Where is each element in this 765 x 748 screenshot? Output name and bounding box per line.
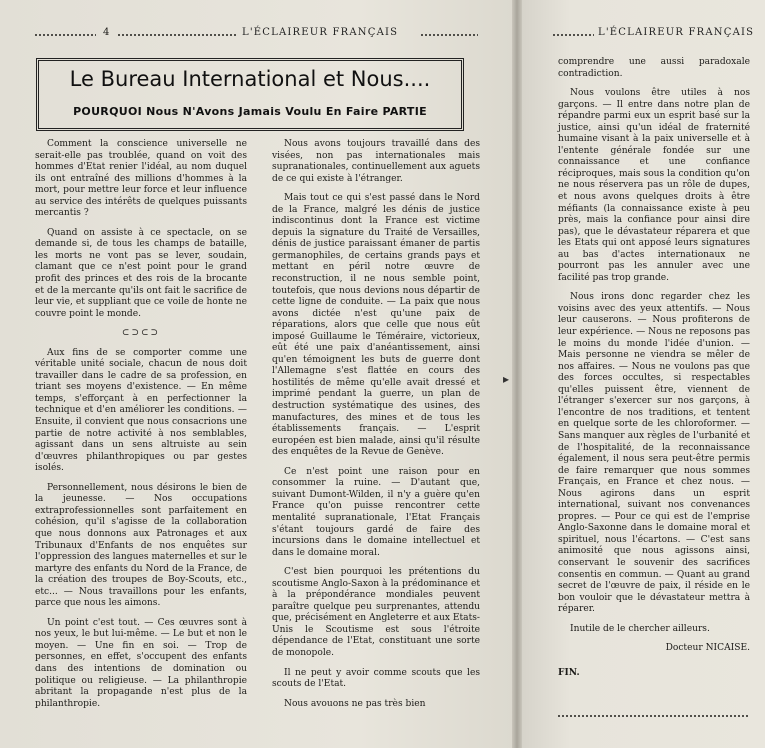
article-subtitle: POURQUOI Nous N'Avons Jamais Voulu En Faire PARTIE xyxy=(73,105,427,118)
paragraph: Aux fins de se comporter comme une véritable unité sociale, chacun de nous doit travailler dans le cadre de sa profession, en triant ses moyens d'existence. — En même temps, s'efforçant à en perfectionner la technique et d'en améliorer les conditions. — Ensuite, il convient que nous consacrions une partie de notre activité à nos semblables, agissant dans un sens altruiste au sein d'œuvres philanthropiques ou par gestes isolés. xyxy=(35,347,247,474)
paragraph: Nous irons donc regarder chez les voisins avec des yeux attentifs. — Nous leur causerons. — Nous profiterons de leur expérience. — Nous ne reposons pas le moins du monde l'idée d'union. — Mais personne ne viendra se mêler de nos affaires. — Nous ne voulons pas que des forces occultes, si respectables qu'elles puissent être, viennent de l'étranger s'exercer sur nos garçons, à l'encontre de nos traditions, et tentent en quelque sorte de les chloroformer. — Sans manquer aux règles de l'urbanité et de l'hospitalité, de la reconnaissance également, il nous sera peut-être permis de faire remarquer que nous sommes Français, en France et chez nous. — Nous agirons dans un esprit international, suivant nos convenances propres. — Pour ce qui est de l'emprise Anglo-Saxonne dans le domaine moral et spirituel, nous l'écartons. — C'est sans animosité que nous agissons ainsi, conservant le souvenir des sacrifices consentis en commun. — Quant au grand secret de l'œuvre de paix, il réside en le bon vouloir que le dévastateur mettra à réparer. xyxy=(558,292,750,615)
paragraph: Quand on assiste à ce spectacle, on se demande si, de tous les champs de bataille, les morts ne vont pas se lever, soudain, clamant que ce n'est point pour le grand profit des princes et des rois de la brocante et de la mercante qu'ils ont fait le sacrifice de leur vie, et suppliant que ce voile de honte ne couvre point le monde. xyxy=(35,227,247,319)
paragraph: Mais tout ce qui s'est passé dans le Nord de la France, malgré les dénis de justice indiscontinus dont la France est victime depuis la signature du Traité de Versailles, dénis de justice paraissant émaner de partis germanophiles, de certains grands pays et mettant en péril notre œuvre de reconstruction, il ne nous semble point, toutefois, que nous devions nous départir de cette ligne de conduite. — La paix que nous avons dictée n'est qu'une paix de réparations, alors que celle que nous eût imposé Guillaume le Téméraire, victorieux, eût été une paix d'anéantissement, ainsi qu'en témoignent les buts de guerre dont l'Allemagne s'est flattée en cours des hostilités de même qu'elle avait dressé et imprimé pendant la guerre, un plan de destruction systématique des usines, des manufactures, des mines et de tous les établissements français. — L'esprit européen est bien malade, ainsi qu'il résulte des enquêtes de la Revue de Genève. xyxy=(272,193,480,458)
paragraph: C'est bien pourquoi les prétentions du scoutisme Anglo-Saxon à la prédominance et à la prépondérance mondiales peuvent paraître quelque peu surprenantes, attendu que, précisément en Angleterre et aux Etats-Unis le Scoutisme est sous l'étroite dépendance de l'Etat, constituant une sorte de monopole. xyxy=(272,567,480,658)
header-rule-left-b xyxy=(117,33,237,38)
page-number: 4 xyxy=(103,27,110,38)
paragraph: Inutile de le chercher ailleurs. xyxy=(570,623,710,634)
running-title-right: L'ÉCLAIREUR FRANÇAIS xyxy=(598,27,755,38)
paragraph: Un point c'est tout. — Ces œuvres sont à nos yeux, le but lui-même. — Le but et non le moyen. — Une fin en soi. — Trop de personnes, en effet, s'occupent des enfants dans des intentions de domination ou politique ou religieuse. — La philanthropie abritant la propagande n'est plus de la philanthropie. xyxy=(35,617,247,709)
paragraph: Nous avons toujours travaillé dans des visées, non pas internationales mais supranationales, continuellement aux aguets de ce qui existe à l'étranger. xyxy=(272,139,480,184)
author-signature: Docteur NICAISE. xyxy=(665,643,750,654)
header-rule-left-c xyxy=(420,33,478,38)
article-title-box xyxy=(36,58,464,131)
end-marker: FIN. xyxy=(558,666,580,678)
ornament-divider: ⊂⊃⊂⊃ xyxy=(121,328,161,339)
gutter-arrow-icon: ▸ xyxy=(503,372,510,386)
paragraph: Nous voulons être utiles à nos garçons. — Il entre dans notre plan de répandre parmi eux un esprit basé sur la justice, ainsi qu'un idéal de fraternité humaine visant à la paix universelle et à l'entente générale fondée sur une connaissance et une confiance réciproques, mais sous la condition qu'on ne nous réservera pas un rôle de dupes, et nous avons quelques droits à être méfiants (la connaissance existe à peu près, mais la confiance pour ainsi dire pas), que le dévastateur réparera et que les Etats qui ont apposé leurs signatures au bas d'actes internationaux ne pourront pas les annuler avec une facilité pas trop grande. xyxy=(558,88,750,283)
paragraph: Ce n'est point une raison pour en consommer la ruine. — D'autant que, suivant Dumont-Wilden, il n'y a guère qu'en France qu'on puisse rencontrer cette mentalité supranationale, l'Etat Français s'étant toujours gardé de faire des incursions dans le domaine intellectuel et dans le domaine moral. xyxy=(272,466,480,558)
header-rule-right-a xyxy=(552,33,594,38)
column-2 xyxy=(272,139,480,718)
paragraph: Il ne peut y avoir comme scouts que les scouts de l'Etat. xyxy=(272,667,480,690)
paragraph: comprendre une aussi paradoxale contradiction. xyxy=(558,57,750,79)
column-3 xyxy=(558,57,750,686)
page-gutter xyxy=(512,0,522,748)
footer-rule-right xyxy=(557,714,749,719)
column-1 xyxy=(35,139,247,718)
header-rule-left-a xyxy=(34,33,96,38)
paragraph: Comment la conscience universelle ne serait-elle pas troublée, quand on voit des hommes d'Etat renier l'idéal, au nom duquel ils ont entraîné des millions d'hommes à la mort, pour mettre leur force et leur influence au service des intérêts de quelques puissants mercantis ? xyxy=(35,139,247,219)
paragraph: Personnellement, nous désirons le bien de la jeunesse. — Nos occupations extraprofessionnelles sont parfaitement en cohésion, qu'il s'agisse de la collaboration que nous donnons aux Patronages et aux Tribunaux d'Enfants de nos enquêtes sur l'oppression des langues maternelles et sur le martyre des enfants du Nord de la France, de la création des troupes de Boy-Scouts, etc., etc... — Nous travaillons pour les enfants, parce que nous les aimons. xyxy=(35,482,247,609)
running-title-left: L'ÉCLAIREUR FRANÇAIS xyxy=(242,27,399,38)
article-title: Le Bureau International et Nous.... xyxy=(69,67,431,91)
paragraph: Nous avouons ne pas très bien xyxy=(284,698,426,709)
